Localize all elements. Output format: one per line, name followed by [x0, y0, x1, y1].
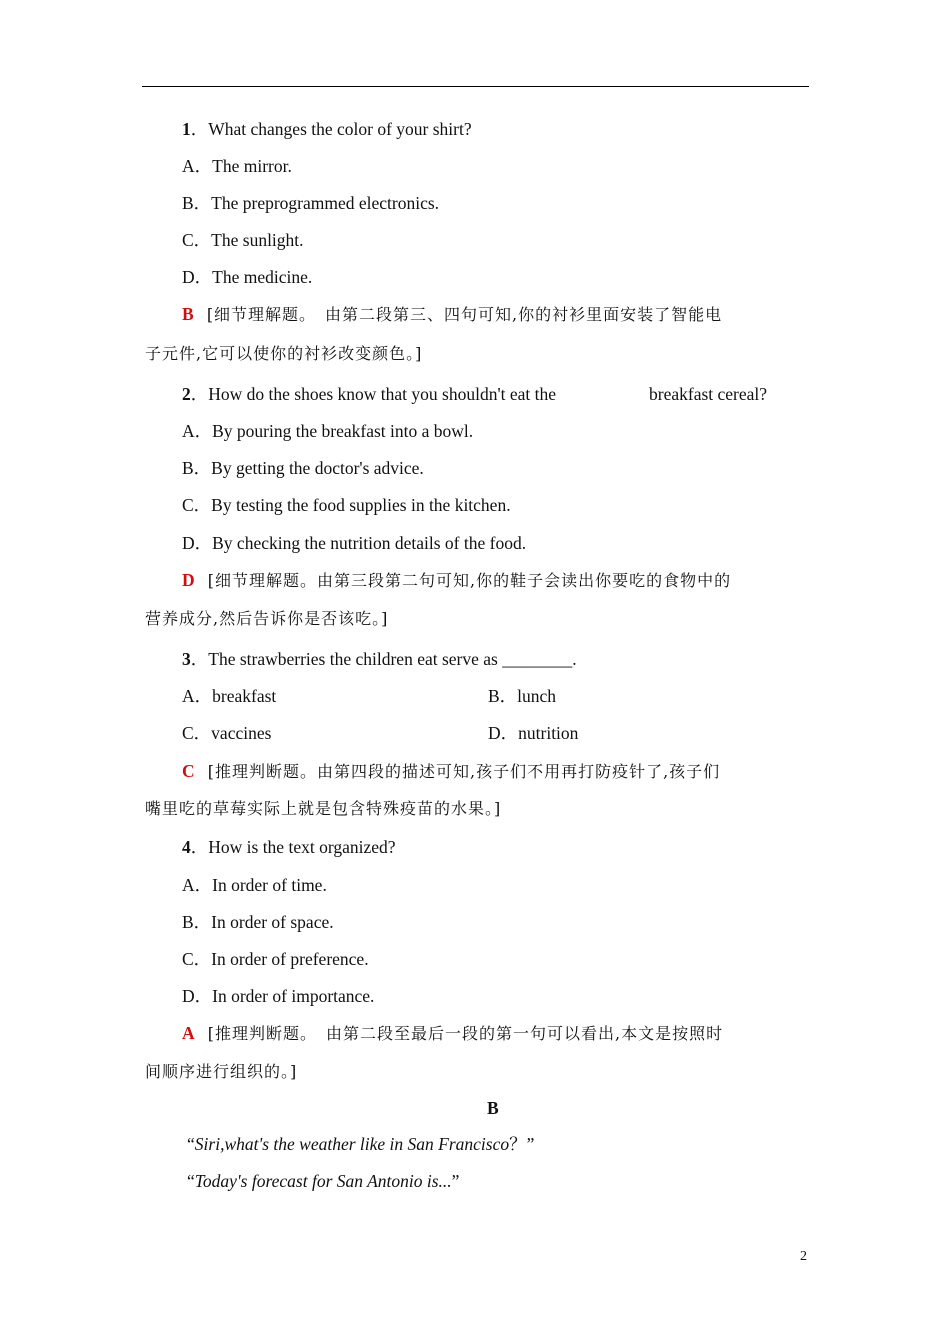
explanation: [推理判断题。由第四段的描述可知,孩子们不用再打防疫针了,孩子们	[207, 762, 721, 781]
option-a: A．By pouring the breakfast into a bowl.	[182, 421, 474, 441]
answer-letter: C	[182, 761, 195, 781]
answer-line	[182, 569, 731, 592]
question-2	[182, 383, 556, 405]
question-3	[182, 648, 577, 670]
question-text: ．How is the text organized?	[190, 837, 396, 857]
option-c: C．By testing the food supplies in the kitchen.	[182, 495, 511, 515]
question-number: 3	[182, 649, 191, 669]
explanation-continued: 嘴里吃的草莓实际上就是包含特殊疫苗的水果。]	[145, 799, 502, 818]
option-b: B．The preprogrammed electronics.	[182, 193, 440, 213]
answer-line	[182, 760, 720, 783]
question-text-tail: breakfast cereal?	[649, 384, 768, 404]
page-number: 2	[800, 1249, 807, 1264]
question-text: ．What changes the color of your shirt?	[190, 119, 472, 139]
option-a: A．In order of time.	[182, 875, 327, 895]
open-quote: “	[187, 1171, 195, 1191]
explanation-continued: 间顺序进行组织的。]	[145, 1062, 298, 1081]
passage-text: Siri,what's the weather like in San Francisco	[194, 1134, 510, 1154]
explanation: [细节理解题。由第三段第二句可知,你的鞋子会读出你要吃的食物中的	[207, 571, 732, 590]
option-b: B．lunch	[488, 686, 557, 706]
question-number: 4	[182, 837, 191, 857]
option-a: A．The mirror.	[182, 156, 292, 176]
option-d: D．The medicine.	[182, 267, 313, 287]
option-c: C．vaccines	[182, 723, 272, 743]
close-quote: ？”	[509, 1134, 535, 1154]
open-quote: “	[187, 1134, 195, 1154]
answer-line	[182, 303, 722, 326]
section-heading: B	[487, 1098, 499, 1118]
question-4	[182, 836, 396, 858]
answer-line	[182, 1022, 723, 1045]
option-d: D．In order of importance.	[182, 986, 375, 1006]
option-d: D．By checking the nutrition details of the food.	[182, 533, 527, 553]
passage-line-1	[187, 1133, 534, 1155]
option-c: C．The sunlight.	[182, 230, 304, 250]
option-b: B．By getting the doctor's advice.	[182, 458, 424, 478]
option-a: A．breakfast	[182, 686, 277, 706]
close-quote: ”	[451, 1171, 460, 1191]
question-1	[182, 118, 472, 140]
option-b: B．In order of space.	[182, 912, 334, 932]
passage-line-2	[187, 1170, 459, 1192]
passage-text: Today's forecast for San Antonio is...	[194, 1171, 452, 1191]
question-text: ．The strawberries the children eat serve as ________.	[190, 649, 577, 669]
explanation: [推理判断题。 由第二段至最后一段的第一句可以看出,本文是按照时	[207, 1024, 724, 1043]
question-text: ．How do the shoes know that you shouldn't eat the	[190, 384, 557, 404]
answer-letter: D	[182, 570, 195, 590]
option-d: D．nutrition	[488, 723, 579, 743]
explanation-continued: 子元件,它可以使你的衬衫改变颜色。]	[145, 344, 423, 363]
option-c: C．In order of preference.	[182, 949, 369, 969]
question-number: 1	[182, 119, 191, 139]
explanation: [细节理解题。 由第二段第三、四句可知,你的衬衫里面安装了智能电	[206, 305, 723, 324]
header-rule	[142, 86, 809, 87]
question-number: 2	[182, 384, 191, 404]
answer-letter: A	[182, 1023, 195, 1043]
explanation-continued: 营养成分,然后告诉你是否该吃。]	[145, 609, 389, 628]
answer-letter: B	[182, 304, 194, 324]
